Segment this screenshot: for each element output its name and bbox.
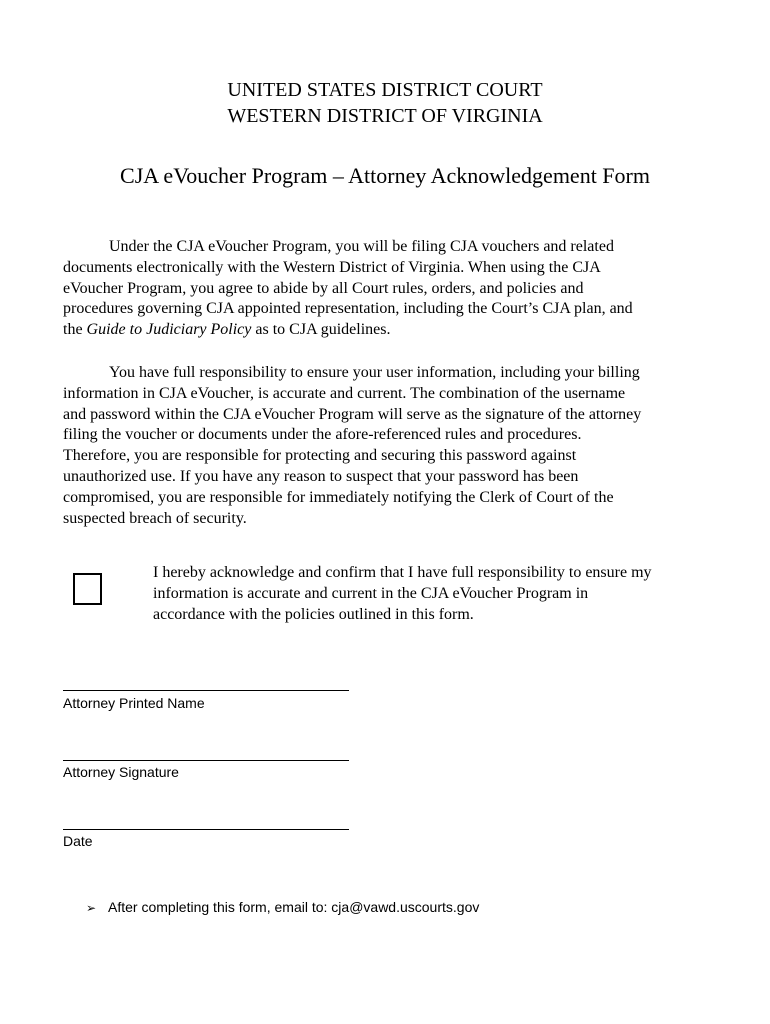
paragraph-text: as to CJA guidelines. bbox=[251, 321, 391, 339]
date-field[interactable] bbox=[63, 829, 349, 830]
acknowledgement-checkbox[interactable] bbox=[73, 573, 102, 605]
attorney-signature-field[interactable] bbox=[63, 760, 349, 761]
form-title: CJA eVoucher Program – Attorney Acknowledgement Form bbox=[120, 163, 650, 188]
paragraph-line: suspected breach of security. bbox=[63, 509, 247, 527]
paragraph-line: eVoucher Program, you agree to abide by all Court rules, orders, and policies and bbox=[63, 279, 584, 297]
attorney-printed-name-field[interactable] bbox=[63, 690, 349, 691]
acknowledgement-line: accordance with the policies outlined in this form. bbox=[153, 606, 474, 623]
guide-to-judiciary-policy-reference: Guide to Judiciary Policy bbox=[86, 321, 252, 339]
acknowledgement-line: information is accurate and current in the CJA eVoucher Program in bbox=[153, 585, 589, 602]
arrow-bullet-icon: ➢ bbox=[86, 901, 97, 915]
paragraph-line: Therefore, you are responsible for protecting and securing this password against bbox=[63, 447, 577, 465]
acknowledgement-line: I hereby acknowledge and confirm that I have full responsibility to ensure my bbox=[153, 564, 652, 581]
paragraph-line bbox=[63, 320, 713, 341]
responsibility-paragraph bbox=[63, 363, 713, 529]
court-name-heading bbox=[0, 77, 770, 129]
paragraph-line: You have full responsibility to ensure your user information, including your billing bbox=[109, 364, 640, 381]
paragraph-line: information in CJA eVoucher, is accurate and current. The combination of the username bbox=[63, 384, 626, 402]
email-instruction bbox=[86, 898, 479, 917]
court-name-line-2: WESTERN DISTRICT OF VIRGINIA bbox=[227, 105, 543, 127]
email-instruction-text: After completing this form, email to: cja@vawd.uscourts.gov bbox=[108, 899, 480, 915]
acknowledgement-statement bbox=[153, 562, 723, 625]
paragraph-line: procedures governing CJA appointed representation, including the Court’s CJA plan, and bbox=[63, 300, 633, 318]
paragraph-text: the bbox=[63, 321, 87, 339]
attorney-printed-name-label: Attorney Printed Name bbox=[63, 695, 205, 711]
paragraph-line: filing the voucher or documents under the afore-referenced rules and procedures. bbox=[63, 426, 582, 444]
paragraph-line: compromised, you are responsible for immediately notifying the Clerk of Court of the bbox=[63, 488, 614, 506]
paragraph-line: and password within the CJA eVoucher Program will serve as the signature of the attorney bbox=[63, 405, 642, 423]
program-overview-paragraph bbox=[63, 237, 713, 341]
court-name-line-1: UNITED STATES DISTRICT COURT bbox=[227, 79, 543, 101]
paragraph-line: unauthorized use. If you have any reason to suspect that your password has been bbox=[63, 467, 579, 485]
attorney-signature-label: Attorney Signature bbox=[63, 764, 179, 780]
paragraph-line: Under the CJA eVoucher Program, you will be filing CJA vouchers and related bbox=[109, 238, 614, 255]
paragraph-line: documents electronically with the Western District of Virginia. When using the CJA bbox=[63, 258, 601, 276]
date-label: Date bbox=[63, 833, 93, 849]
